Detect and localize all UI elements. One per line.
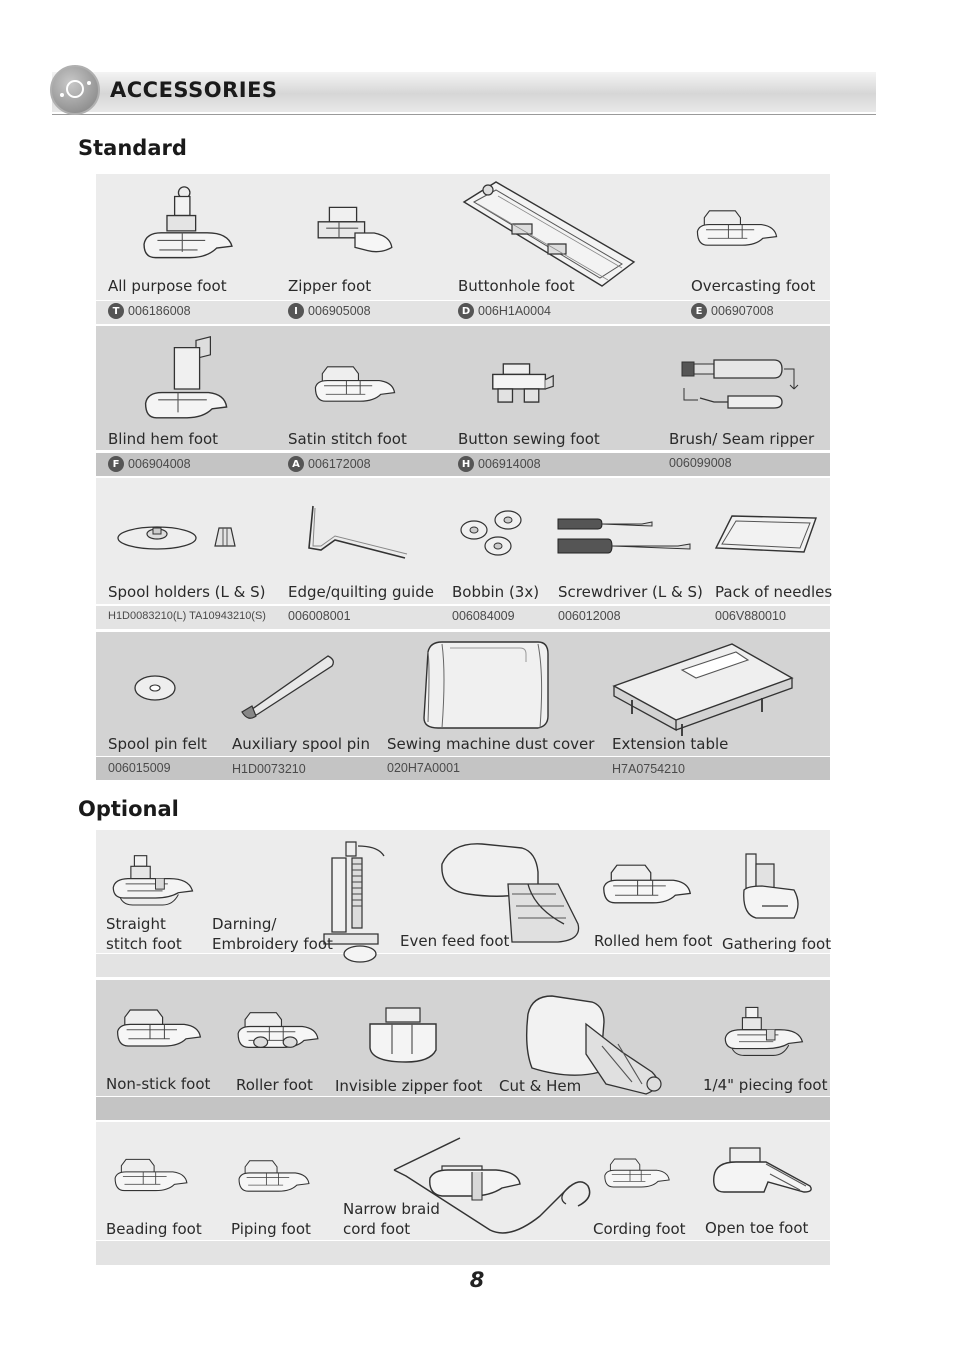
part-number — [288, 303, 371, 319]
part-number — [108, 456, 191, 472]
item-label: 1/4" piecing foot — [703, 1076, 828, 1094]
dust-cover-icon — [420, 640, 550, 736]
spool-holder-small-icon — [213, 524, 237, 550]
item-label: Cut & Hem — [499, 1077, 582, 1095]
part-number-text: 006099008 — [669, 456, 732, 470]
item-label: Rolled hem foot — [594, 932, 713, 950]
part-number-text: 006914008 — [478, 457, 541, 471]
page-title: ACCESSORIES — [110, 78, 278, 102]
item-label: Button sewing foot — [458, 430, 600, 448]
item-label: Overcasting foot — [691, 277, 816, 295]
roller-foot-icon — [234, 1004, 322, 1056]
screwdriver-icon — [556, 515, 692, 559]
spool-holder-large-icon — [116, 518, 198, 554]
divider — [96, 1096, 830, 1097]
item-label: Roller foot — [236, 1076, 313, 1094]
part-number-text: 006172008 — [308, 457, 371, 471]
auxiliary-spool-pin-icon — [238, 650, 340, 726]
item-label: Brush/ Seam ripper — [669, 430, 815, 448]
part-number-text: 006907008 — [711, 304, 774, 318]
optional-row-1-footer-band — [96, 953, 830, 977]
non-stick-foot-icon — [114, 1000, 204, 1056]
quarter-inch-piecing-foot-icon — [720, 1004, 806, 1064]
piping-foot-icon — [236, 1150, 312, 1202]
standard-row-4-code-band — [96, 756, 830, 780]
part-number-text: 006H1A0004 — [478, 304, 551, 318]
zipper-foot-icon — [315, 200, 395, 258]
foot-letter-badge: T — [108, 303, 124, 319]
rolled-hem-foot-icon — [600, 854, 694, 914]
item-label: Cording foot — [593, 1220, 686, 1238]
satin-stitch-foot-icon — [312, 358, 398, 410]
edge-quilting-guide-icon — [305, 502, 411, 564]
all-purpose-foot-icon — [140, 185, 236, 271]
button-sewing-foot-icon — [490, 360, 556, 406]
item-label: Sewing machine dust cover — [387, 735, 595, 753]
overcasting-foot-icon — [694, 200, 780, 256]
foot-letter-badge: H — [458, 456, 474, 472]
part-number: 006008001 — [288, 609, 351, 623]
item-label: Straight — [106, 915, 166, 933]
foot-letter-badge: A — [288, 456, 304, 472]
foot-letter-badge: I — [288, 303, 304, 319]
needle-pack-icon — [714, 514, 818, 554]
item-label: Extension table — [612, 735, 729, 753]
extension-table-icon — [612, 640, 794, 736]
open-toe-foot-icon — [710, 1144, 814, 1202]
item-label: Piping foot — [231, 1220, 311, 1238]
part-number: 006015009 — [108, 761, 171, 775]
item-label: Auxiliary spool pin — [232, 735, 370, 753]
page-number: 8 — [469, 1268, 485, 1292]
part-number: H1D0073210 — [232, 762, 306, 776]
item-label: Embroidery foot — [212, 935, 333, 953]
foot-letter-badge: D — [458, 303, 474, 319]
item-label: Gathering foot — [722, 935, 832, 953]
item-label: Spool holders (L & S) — [108, 583, 266, 601]
foot-letter-badge: F — [108, 456, 124, 472]
item-label: cord foot — [343, 1220, 411, 1238]
divider — [96, 756, 830, 757]
divider — [96, 452, 830, 453]
brush-seam-ripper-icon — [680, 352, 800, 414]
item-label: Darning/ — [212, 915, 277, 933]
item-label: Blind hem foot — [108, 430, 219, 448]
item-label: Beading foot — [106, 1220, 202, 1238]
straight-stitch-foot-icon — [108, 852, 196, 914]
logo-ring — [66, 80, 84, 98]
part-number: 006084009 — [452, 609, 515, 623]
part-number-text: 006905008 — [308, 304, 371, 318]
divider — [96, 605, 830, 606]
foot-letter-badge: E — [691, 303, 707, 319]
part-number — [458, 303, 551, 319]
part-number — [669, 456, 732, 470]
section-title-optional: Optional — [78, 797, 179, 821]
item-label: Narrow braid — [343, 1200, 440, 1218]
item-label: Invisible zipper foot — [335, 1077, 483, 1095]
cording-foot-icon — [602, 1148, 672, 1198]
divider — [96, 953, 830, 954]
divider — [96, 300, 830, 301]
item-label: Zipper foot — [288, 277, 372, 295]
item-label: Buttonhole foot — [458, 277, 575, 295]
part-number — [691, 303, 774, 319]
item-label: Pack of needles — [715, 583, 833, 601]
item-label: Satin stitch foot — [288, 430, 407, 448]
item-label: Open toe foot — [705, 1219, 809, 1237]
item-label: Screwdriver (L & S) — [558, 583, 703, 601]
item-label: Edge/quilting guide — [288, 583, 434, 601]
part-number-text: 006186008 — [128, 304, 191, 318]
item-label: Spool pin felt — [108, 735, 207, 753]
spool-pin-felt-icon — [133, 674, 177, 702]
part-number: H1D0083210(L) TA10943210(S) — [108, 610, 266, 622]
logo-dot — [60, 93, 64, 97]
item-label: Non-stick foot — [106, 1075, 211, 1093]
item-label: Even feed foot — [400, 932, 510, 950]
logo-dot — [87, 81, 91, 85]
item-label: Bobbin (3x) — [452, 583, 540, 601]
part-number: 006012008 — [558, 609, 621, 623]
item-label: stitch foot — [106, 935, 182, 953]
section-title-standard: Standard — [78, 136, 187, 160]
optional-row-2-footer-band — [96, 1096, 830, 1120]
gathering-foot-icon — [740, 850, 802, 922]
part-number-text: 006904008 — [128, 457, 191, 471]
bobbin-icon — [458, 508, 524, 568]
beading-foot-icon — [112, 1146, 190, 1204]
part-number: 020H7A0001 — [387, 761, 460, 775]
blind-hem-foot-icon — [142, 334, 232, 426]
part-number: 006V880010 — [715, 609, 786, 623]
item-label: All purpose foot — [108, 277, 227, 295]
header-rule — [52, 114, 876, 115]
part-number — [458, 456, 541, 472]
part-number — [108, 303, 191, 319]
optional-row-3-footer-band — [96, 1241, 830, 1265]
narrow-braid-cord-foot-icon — [390, 1134, 598, 1244]
invisible-zipper-foot-icon — [366, 1004, 440, 1066]
part-number — [288, 456, 371, 472]
part-number: H7A0754210 — [612, 762, 685, 776]
